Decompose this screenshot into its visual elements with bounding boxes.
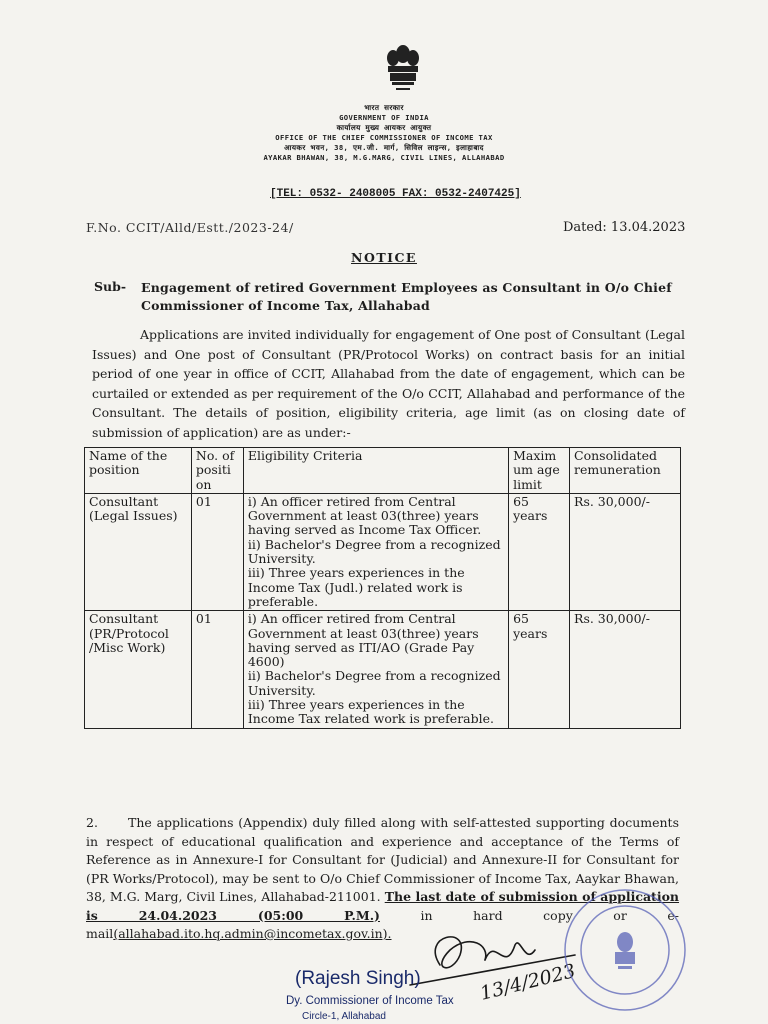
date: Dated: 13.04.2023: [563, 220, 686, 235]
column-header: Name of the position: [85, 448, 192, 494]
letterhead: [0, 103, 768, 163]
hindi-govt: भारत सरकार: [364, 103, 404, 112]
paragraph-2-text: The applications (Appendix) duly filled along with self-attested supporting documents in respect of educational qualification and experience and acceptance of the Terms of Reference as in Annexure-I for Consultant for (Judicial) and Annexure-II for Consultant for (PR Works/Protocol), may be sent to O/o Chief Commissioner of Income Tax, Aaykar Bhawan, 38, M.G. Marg, Civil Lines, Allahabad-211001.: [86, 815, 679, 904]
column-header: No. of positi on: [191, 448, 243, 494]
official-seal-stamp: [560, 880, 690, 1020]
criteria-cell: [243, 611, 508, 728]
column-header: Maxim um age limit: [509, 448, 570, 494]
remuneration-cell: Rs. 30,000/-: [570, 611, 681, 728]
govt-of-india: GOVERNMENT OF INDIA: [339, 113, 429, 122]
page-title: NOTICE: [351, 250, 417, 265]
age-cell: 65 years: [509, 493, 570, 610]
count-cell: 01: [191, 493, 243, 610]
count-cell: 01: [191, 611, 243, 728]
position-cell: Consultant (PR/Protocol /Misc Work): [85, 611, 192, 728]
remuneration-cell: Rs. 30,000/-: [570, 493, 681, 610]
signatory-designation: Dy. Commissioner of Income Tax: [286, 995, 454, 1007]
criteria-item: i) An officer retired from Central Government at least 03(three) years having served as ITI/AO (Grade Pay 4600): [247, 611, 479, 670]
criteria-item: i) An officer retired from Central Government at least 03(three) years having served as Income Tax Officer.: [247, 493, 482, 538]
handwritten-date: 13/4/2023: [477, 959, 578, 1005]
last-date-text: The last date of submission of application is 24.04.2023 (05:00 P.M.): [86, 889, 680, 923]
column-header: Consolidated remuneration: [570, 448, 681, 494]
hindi-address: आयकर भवन, 38, एम.जी. मार्ग, सिविल लाइन्स, इलाहाबाद: [284, 143, 484, 152]
paragraph-1-text: Applications are invited individually for engagement of One post of Consultant (Legal Issues) and One post of Consultant (PR/Protocol Works) on contract basis for an initial period of one year in office of CCIT, Allahabad from the date of engagement, which can be curtailed or extended as per requirement of the O/o CCIT, Allahabad and performance of the Consultant. The details of position, eligibility criteria, age limit (as on closing date of submission of application) are as under:-: [92, 327, 685, 440]
subject-text: Engagement of retired Government Employees as Consultant in O/o Chief Commissioner of Income Tax, Allahabad: [141, 280, 672, 313]
submission-mode: in hard copy or e-mail: [86, 907, 679, 941]
signatory-name: (Rajesh Singh): [295, 968, 421, 989]
office-address: AYAKAR BHAWAN, 38, M.G.MARG, CIVIL LINES, ALLAHABAD: [263, 153, 505, 162]
age-cell: 65 years: [509, 611, 570, 728]
hindi-office: कार्यालय मुख्य आयकर आयुक्त: [336, 123, 432, 132]
criteria-cell: [243, 493, 508, 610]
table-header-row: [85, 448, 681, 494]
criteria-item: ii) Bachelor's Degree from a recognized University.: [247, 536, 501, 567]
table-row: [85, 611, 681, 728]
criteria-item: ii) Bachelor's Degree from a recognized University.: [247, 668, 501, 698]
subject-label: Sub-: [94, 279, 127, 294]
paragraph-number: 2.: [86, 815, 98, 830]
column-header: Eligibility Criteria: [243, 448, 508, 494]
positions-table: [84, 447, 681, 729]
signatory-circle: Circle-1, Allahabad: [302, 1011, 386, 1022]
position-cell: Consultant (Legal Issues): [85, 493, 192, 610]
criteria-item: iii) Three years experiences in the Income Tax (Judl.) related work is preferable.: [247, 565, 465, 609]
office-name: OFFICE OF THE CHIEF COMMISSIONER OF INCOME TAX: [275, 133, 493, 142]
table-row: [85, 493, 681, 610]
paragraph-1: [92, 325, 685, 442]
file-number: F.No. CCIT/Alld/Estt./2023-24/: [86, 220, 294, 235]
email-link[interactable]: (allahabad.ito.hq.admin@incometax.gov.in).: [113, 926, 392, 941]
tel-fax: [TEL: 0532- 2408005 FAX: 0532-2407425]: [270, 188, 521, 200]
national-emblem-icon: [378, 42, 428, 100]
criteria-item: iii) Three years experiences in the Income Tax related work is preferable.: [247, 697, 494, 727]
